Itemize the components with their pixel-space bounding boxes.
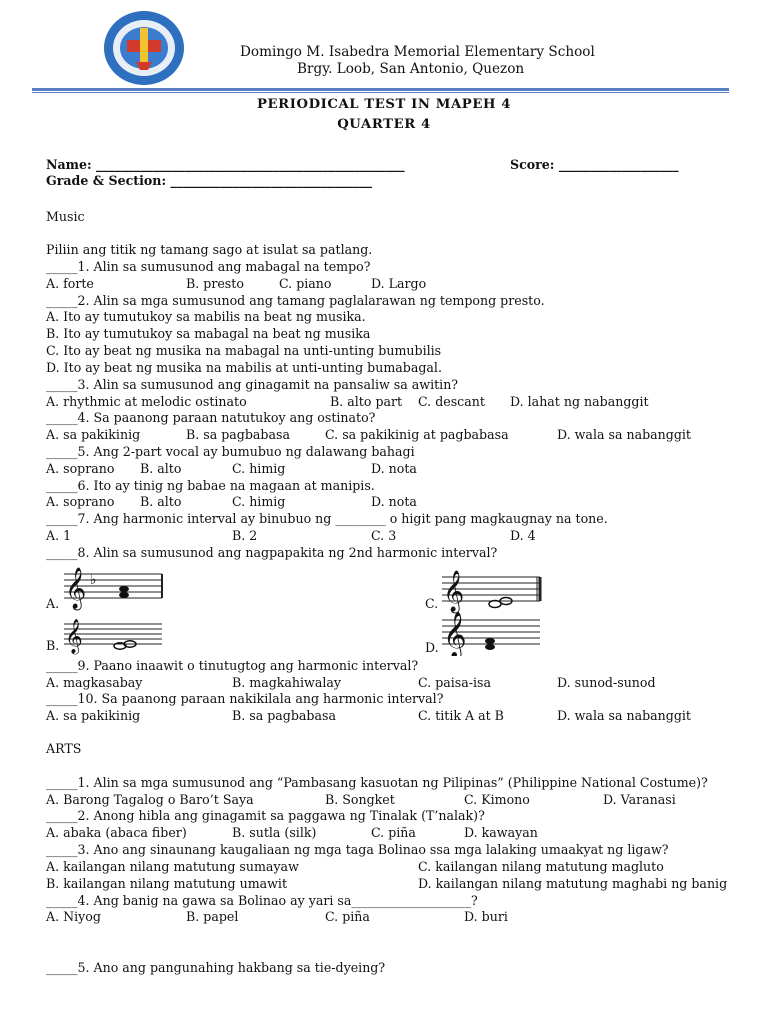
choice-b: B. magkahiwalay: [232, 675, 341, 690]
choice-b: B. sa pagbabasa: [186, 427, 290, 442]
choice-c: C. paisa-isa: [418, 675, 492, 690]
arts-heading: ARTS: [46, 741, 82, 756]
choice-d: D. kailangan nilang matutung maghabi ng banig: [418, 876, 728, 891]
choice-c: C. titik A at B: [418, 708, 504, 723]
choice-a: A. soprano: [46, 494, 115, 509]
choice-c: C. kailangan nilang matutung magluto: [418, 859, 664, 874]
header-rule-thin: [32, 92, 729, 93]
quarter-title: QUARTER 4: [337, 117, 431, 132]
choice-a: A. magkasabay: [46, 675, 143, 690]
choice-b: B. sutla (silk): [232, 825, 317, 840]
svg-text:𝄞: 𝄞: [65, 568, 87, 609]
choice-a: A. 1: [46, 528, 72, 543]
question-stem: _____7. Ang harmonic interval ay binubuo ng ________ o higit pang magkaugnay na tone.: [46, 511, 608, 526]
choice-a: A.: [46, 596, 60, 611]
choice-c: C. sa pakikinig at pagbabasa: [325, 427, 509, 442]
staff-option-d: [440, 608, 544, 660]
choice-d: D. nota: [371, 461, 417, 476]
choice-d: D. wala sa nabanggit: [557, 708, 691, 723]
test-title: PERIODICAL TEST IN MAPEH 4: [256, 97, 511, 112]
choice-a: A. Niyog: [46, 909, 101, 924]
choice-c: C. 3: [371, 528, 397, 543]
choice-c: C. Kimono: [464, 792, 530, 807]
choice-d: D.: [425, 640, 439, 655]
choice-b: B. presto: [186, 276, 244, 291]
question-stem: _____2. Anong hibla ang ginagamit sa paggawa ng Tinalak (T’nalak)?: [46, 808, 485, 823]
choice-a: A. abaka (abaca fiber): [46, 825, 187, 840]
question-stem: _____6. Ito ay tinig ng babae na magaan at manipis.: [46, 478, 375, 493]
choice-b: B. alto: [140, 494, 182, 509]
choice-a: A. Ito ay tumutukoy sa mabilis na beat ng musika.: [46, 309, 366, 324]
choice-d: D. kawayan: [464, 825, 538, 840]
school-name: Domingo M. Isabedra Memorial Elementary School: [240, 44, 595, 60]
staff-option-b: [62, 616, 166, 660]
choice-c: C. himig: [232, 461, 286, 476]
choice-d: D. sunod-sunod: [557, 675, 656, 690]
choice-c: C.: [425, 596, 439, 611]
choice-a: A. kailangan nilang matutung sumayaw: [46, 859, 299, 874]
svg-text:𝄞: 𝄞: [443, 612, 467, 656]
choice-b: B. kailangan nilang matutung umawit: [46, 876, 288, 891]
choice-c: C. Ito ay beat ng musika na mabagal na unti-unting bumubilis: [46, 343, 442, 358]
question-stem: _____10. Sa paanong paraan nakikilala ang harmonic interval?: [46, 691, 444, 706]
choice-c: C. piano: [279, 276, 332, 291]
question-stem: _____5. Ano ang pangunahing hakbang sa tie-dyeing?: [46, 960, 386, 975]
grade-section-field[interactable]: Grade & Section: ________________________________: [46, 173, 372, 188]
choice-d: D. buri: [464, 909, 508, 924]
choice-b: B. Ito ay tumutukoy sa mabagal na beat ng musika: [46, 326, 371, 341]
choice-c: C. piña: [325, 909, 370, 924]
choice-c: C. himig: [232, 494, 286, 509]
choice-d: D. Ito ay beat ng musika na mabilis at unti-unting bumabagal.: [46, 360, 442, 375]
choice-c: C. descant: [418, 394, 485, 409]
choice-d: D. Varanasi: [603, 792, 676, 807]
choice-c: C. piña: [371, 825, 416, 840]
choice-a: A. forte: [46, 276, 94, 291]
choice-b: B. alto part: [330, 394, 403, 409]
choice-b: B. papel: [186, 909, 239, 924]
school-address: Brgy. Loob, San Antonio, Quezon: [297, 61, 525, 77]
choice-a: A. sa pakikinig: [46, 708, 141, 723]
choice-d: D. lahat ng nabanggit: [510, 394, 649, 409]
question-stem: _____4. Ang banig na gawa sa Bolinao ay yari sa___________________?: [46, 893, 478, 908]
name-field[interactable]: Name: _________________________________________________: [46, 157, 405, 172]
choice-b: B. 2: [232, 528, 258, 543]
choice-d: D. wala sa nabanggit: [557, 427, 691, 442]
question-stem: _____3. Alin sa sumusunod ang ginagamit na pansaliw sa awitin?: [46, 377, 459, 392]
school-seal: [103, 10, 185, 86]
choice-a: A. Barong Tagalog o Baro’t Saya: [46, 792, 254, 807]
question-stem: _____2. Alin sa mga sumusunod ang tamang paglalarawan ng tempong presto.: [46, 293, 545, 308]
svg-text:𝄞: 𝄞: [65, 619, 83, 654]
choice-d: D. Largo: [371, 276, 427, 291]
svg-text:♭: ♭: [90, 572, 97, 588]
choice-d: D. 4: [510, 528, 536, 543]
question-stem: _____5. Ang 2-part vocal ay bumubuo ng dalawang bahagi: [46, 444, 415, 459]
question-stem: _____4. Sa paanong paraan natutukoy ang ostinato?: [46, 410, 376, 425]
choice-a: A. soprano: [46, 461, 115, 476]
svg-text:𝄞: 𝄞: [443, 571, 465, 612]
choice-d: D. nota: [371, 494, 417, 509]
question-stem: _____1. Alin sa sumusunod ang mabagal na tempo?: [46, 259, 371, 274]
music-heading: Music: [46, 209, 85, 224]
staff-option-a: [62, 562, 166, 616]
question-stem: _____8. Alin sa sumusunod ang nagpapakita ng 2nd harmonic interval?: [46, 545, 498, 560]
choice-b: B. sa pagbabasa: [232, 708, 336, 723]
choice-a: A. rhythmic at melodic ostinato: [46, 394, 247, 409]
choice-a: A. sa pakikinig: [46, 427, 141, 442]
question-stem: _____9. Paano inaawit o tinutugtog ang harmonic interval?: [46, 658, 419, 673]
music-instruction: Piliin ang titik ng tamang sago at isulat sa patlang.: [46, 242, 373, 257]
question-stem: _____3. Ano ang sinaunang kaugaliaan ng mga taga Bolinao ssa mga lalaking umaakyat ng ligaw?: [46, 842, 669, 857]
choice-b: B. Songket: [325, 792, 395, 807]
choice-b: B. alto: [140, 461, 182, 476]
score-field[interactable]: Score: ___________________: [510, 157, 679, 172]
header-rule: [32, 88, 729, 91]
choice-b: B.: [46, 638, 60, 653]
question-stem: _____1. Alin sa mga sumusunod ang “Pambasang kasuotan ng Pilipinas” (Philippine National Costume)?: [46, 775, 708, 790]
